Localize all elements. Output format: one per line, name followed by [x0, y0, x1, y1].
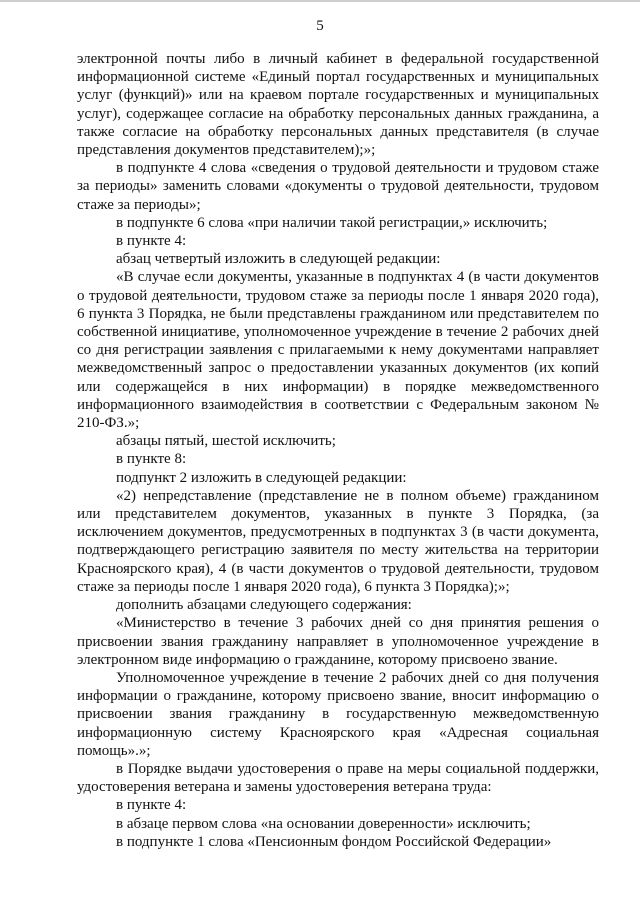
document-body: [77, 50, 599, 851]
paragraph: «2) непредставление (представление не в полном объеме) гражданином или представителем документов, указанных в пункте 3 Порядка, (за исключением документов, предусмотренных в подпунктах 3 (в части документа, подтверждающего регистрацию заявителя по месту жительства на территории Красноярского края), 4 (в части документов о трудовой деятельности, трудовом стаже за периоды после 1 января 2020 года), 6 пункта 3 Порядка);»;: [77, 487, 599, 595]
page-top-border: [0, 0, 640, 2]
paragraph: электронной почты либо в личный кабинет в федеральной государственной информационной системе «Единый портал государственных и муниципальных услуг (функций)» или на краевом портале государственных и муниципальных услуг), содержащее согласие на обработку персональных данных гражданина, а также согласие на обработку персональных данных представителя (в случае представления документов представителем);»;: [77, 51, 599, 159]
paragraph: в пункте 4:: [116, 233, 187, 250]
paragraph: в абзаце первом слова «на основании доверенности» исключить;: [116, 815, 531, 832]
paragraph: подпункт 2 изложить в следующей редакции:: [116, 469, 407, 486]
paragraph: в пункте 8:: [116, 451, 187, 468]
paragraph: в подпункте 4 слова «сведения о трудовой деятельности и трудовом стаже за периоды» заменить словами «документы о трудовой деятельности, трудовом стаже за периоды»;: [77, 160, 599, 213]
paragraph: в Порядке выдачи удостоверения о праве на меры социальной поддержки, удостоверения ветерана и замены удостоверения ветерана труда:: [77, 760, 599, 796]
paragraph: дополнить абзацами следующего содержания:: [116, 597, 412, 614]
paragraph: в подпункте 6 слова «при наличии такой регистрации,» исключить;: [116, 214, 548, 231]
paragraph: Уполномоченное учреждение в течение 2 рабочих дней со дня получения информации о гражданине, которому присвоено звание, вносит информацию о присвоении звания гражданину в государственную межведомственную информационную систему Красноярского края «Адресная социальная помощь».»;: [77, 669, 599, 759]
paragraph: «Министерство в течение 3 рабочих дней со дня принятия решения о присвоении звания гражданину направляет в уполномоченное учреждение в электронном виде информацию о гражданине, которому присвоено звание.: [77, 615, 599, 668]
page-number: 5: [316, 18, 324, 34]
paragraph: в пункте 4:: [116, 797, 187, 814]
paragraph: «В случае если документы, указанные в подпунктах 4 (в части документов о трудовой деятельности, трудовом стаже за периоды после 1 января 2020 года), 6 пункта 3 Порядка, не были представлены гражданином или представителем по собственной инициативе, уполномоченное учреждение в течение 2 рабочих дней со дня регистрации заявления с прилагаемыми к нему документами направляет межведомственный запрос о предоставлении указанных документов (их копий или содержащейся в них информации) в порядке межведомственного информационного взаимодействия в соответствии с Федеральным законом № 210-ФЗ.»;: [77, 269, 599, 432]
paragraph: абзац четвертый изложить в следующей редакции:: [116, 251, 441, 268]
paragraph: в подпункте 1 слова «Пенсионным фондом Российской Федерации»: [116, 833, 552, 850]
paragraph: абзацы пятый, шестой исключить;: [116, 433, 336, 450]
